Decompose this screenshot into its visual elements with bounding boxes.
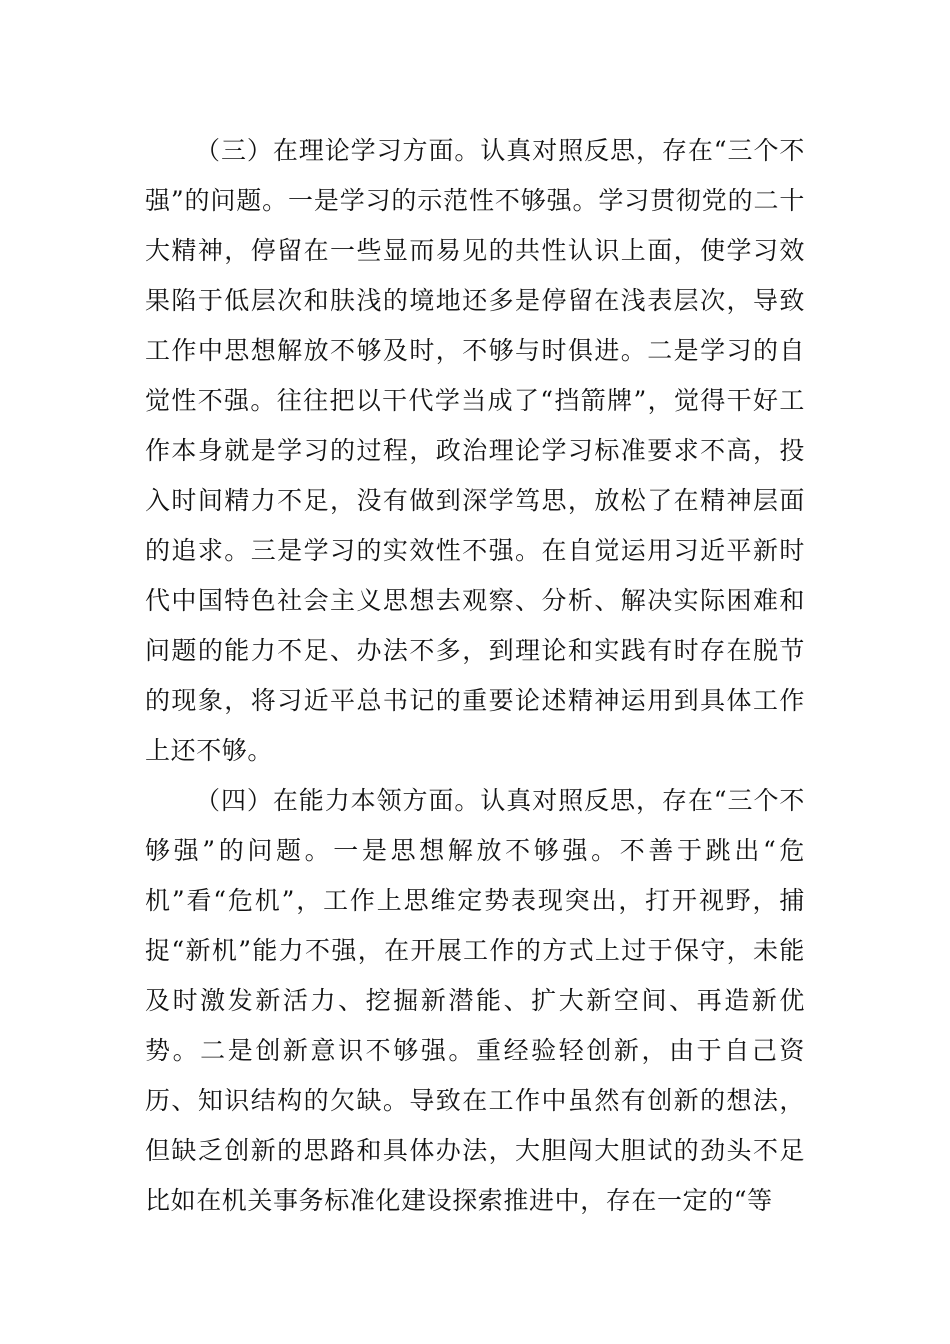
paragraph-theory-study: （三）在理论学习方面。认真对照反思，存在“三个不强”的问题。一是学习的示范性不够强。学习贯彻党的二十大精神，停留在一些显而易见的共性认识上面，使学习效果陷于低层次和肤浅的境地还多是停留在浅表层次，导致工作中思想解放不够及时，不够与时俱进。二是学习的自觉性不强。往往把以干代学当成了“挡箭牌”，觉得干好工作本身就是学习的过程，政治理论学习标准要求不高，投入时间精力不足，没有做到深学笃思，放松了在精神层面的追求。三是学习的实效性不强。在自觉运用习近平新时代中国特色社会主义思想去观察、分析、解决实际困难和问题的能力不足、办法不多，到理论和实践有时存在脱节的现象，将习近平总书记的重要论述精神运用到具体工作上还不够。 [145,136,805,765]
paragraph-ability-skills: （四）在能力本领方面。认真对照反思，存在“三个不够强”的问题。一是思想解放不够强。不善于跳出“危机”看“危机”，工作上思维定势表现突出，打开视野，捕捉“新机”能力不强，在开展工作的方式上过于保守，未能及时激发新活力、挖掘新潜能、扩大新空间、再造新优势。二是创新意识不够强。重经验轻创新，由于自己资历、知识结构的欠缺。导致在工作中虽然有创新的想法，但缺乏创新的思路和具体办法，大胆闯大胆试的劲头不足比如在机关事务标准化建设探索推进中，存在一定的“等 [145,786,805,1215]
document-body [145,126,805,1226]
